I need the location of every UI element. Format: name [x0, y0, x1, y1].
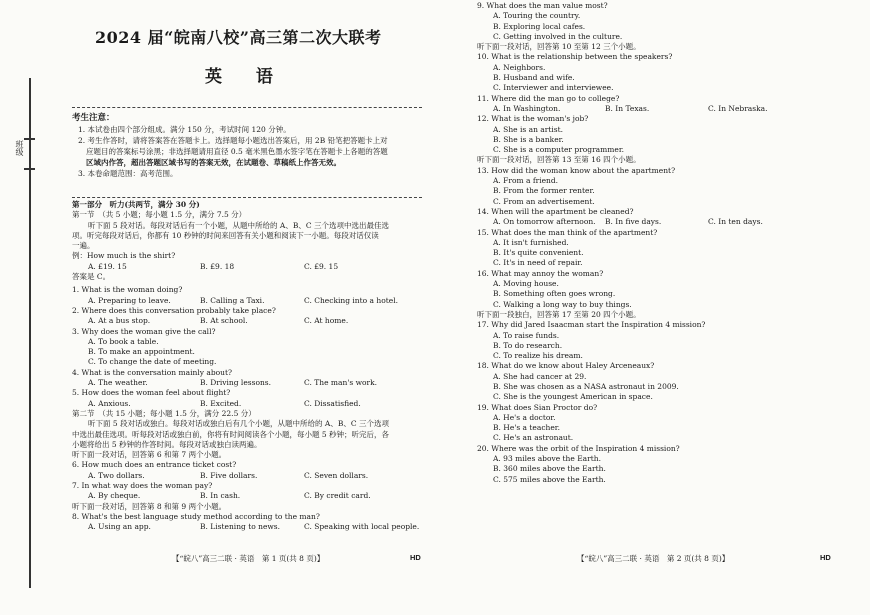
- option: A. Moving house.: [493, 279, 559, 289]
- notice-line: 区域内作答，超出答题区域书写的答案无效，在试题卷、草稿纸上作答无效。: [86, 158, 341, 167]
- question: 8. What's the best language study method according to the man?: [72, 511, 320, 521]
- question: 18. What do we know about Haley Arceneaux?: [477, 361, 655, 371]
- option: A. 93 miles above the Earth.: [493, 454, 601, 464]
- question: 7. In what way does the woman pay?: [72, 481, 213, 491]
- options-row: [72, 491, 424, 501]
- option: B. Excited.: [200, 398, 242, 408]
- notice-block: [72, 112, 424, 179]
- instruction-line: 中选出最佳选项。听每段对话或独白前，你将有时间阅读各个小题，每小题 5 秒钟；听完后，各: [72, 429, 390, 439]
- option: C. In ten days.: [708, 217, 763, 227]
- section-heading: 第一节 （共 5 小题；每小题 1.5 分，满分 7.5 分）: [72, 210, 247, 220]
- option: C. In Nebraska.: [708, 103, 768, 113]
- option: C. At home.: [304, 316, 349, 326]
- option: B. He's a teacher.: [493, 423, 560, 433]
- options-row: [72, 522, 424, 532]
- option: B. Listening to news.: [200, 522, 281, 532]
- option: B. In cash.: [200, 491, 241, 501]
- option: B. Something often goes wrong.: [493, 289, 616, 299]
- option: A. To book a table.: [88, 336, 159, 346]
- option: A. She is an artist.: [493, 124, 564, 134]
- question: 2. Where does this conversation probably take place?: [72, 305, 276, 315]
- option: B. From the former renter.: [493, 186, 595, 196]
- option: C. He's an astronaut.: [493, 433, 574, 443]
- question: 15. What does the man think of the apartment?: [477, 227, 658, 237]
- dialog-instruction: 听下面一段对话，回答第 10 至第 12 三个小题。: [477, 42, 641, 52]
- option: B. Five dollars.: [200, 470, 258, 480]
- option: C. Walking a long way to buy things.: [493, 299, 632, 309]
- option: B. It's quite convenient.: [493, 248, 584, 258]
- question: 19. What does Sian Proctor do?: [477, 402, 598, 412]
- options-row: [72, 399, 424, 409]
- divider: [72, 197, 422, 198]
- question: 13. How did the woman know about the apartment?: [477, 165, 676, 175]
- option: C. Dissatisfied.: [304, 398, 361, 408]
- side-label: 班级: [15, 140, 24, 156]
- dialog-instruction: 听下面一段对话，回答第 13 至第 16 四个小题。: [477, 155, 641, 165]
- notice-heading: 考生注意：: [72, 113, 115, 123]
- question: 4. What is the conversation mainly about?: [72, 367, 233, 377]
- question: 14. When will the apartment be cleaned?: [477, 206, 634, 216]
- options-row: [477, 217, 867, 227]
- option: C. To change the date of meeting.: [88, 357, 217, 367]
- option: B. Driving lessons.: [200, 378, 272, 388]
- instruction-line: 一遍。: [72, 241, 95, 251]
- footer-code: HD: [820, 553, 831, 562]
- options-row: [72, 316, 424, 326]
- option: A. From a friend.: [493, 176, 559, 186]
- option: A. In Washington.: [493, 103, 561, 113]
- option: C. The man's work.: [304, 378, 378, 388]
- question: 20. Where was the orbit of the Inspiration 4 mission?: [477, 443, 680, 453]
- option: A. By cheque.: [88, 491, 141, 501]
- binding-mark: [24, 168, 35, 170]
- question: 11. Where did the man go to college?: [477, 93, 620, 103]
- instruction-line: 小题将给出 5 秒钟的作答时间。每段对话或独白读两遍。: [72, 439, 262, 449]
- question: 10. What is the relationship between the speakers?: [477, 52, 673, 62]
- option: C. From an advertisement.: [493, 196, 595, 206]
- option: C. Checking into a hotel.: [304, 295, 398, 305]
- right-page: [440, 0, 870, 615]
- instruction-line: 听下面 5 段对话。每段对话后有一个小题，从题中所给的 A、B、C 三个选项中选出最佳选: [88, 220, 389, 230]
- dialog-instruction: 听下面一段对话，回答第 6 和第 7 两个小题。: [72, 450, 227, 460]
- option: B. Exploring local cafes.: [493, 21, 586, 31]
- option: A. To raise funds.: [493, 330, 560, 340]
- question: 9. What does the man value most?: [477, 1, 608, 10]
- option: B. 360 miles above the Earth.: [493, 464, 606, 474]
- option: C. Getting involved in the culture.: [493, 31, 623, 41]
- option: C. Seven dollars.: [304, 470, 369, 480]
- options-row: [477, 104, 867, 114]
- example-answer: 答案是 C。: [72, 272, 111, 282]
- option: A. Touring the country.: [493, 11, 581, 21]
- listening-section: [72, 200, 424, 533]
- example-question: 例：How much is the shirt?: [72, 251, 176, 261]
- option: B. At school.: [200, 316, 248, 326]
- option: A. He's a doctor.: [493, 412, 556, 422]
- options-row: [72, 378, 424, 388]
- notice-line: 2. 考生作答时，请将答案答在答题卡上。选择题每小题选出答案后，用 2B 铅笔把答题卡上对: [78, 136, 388, 145]
- binding-line: [29, 78, 31, 588]
- option: A. It isn't furnished.: [493, 237, 569, 247]
- option: B. Calling a Taxi.: [200, 295, 265, 305]
- question: 6. How much does an entrance ticket cost?: [72, 460, 237, 470]
- notice-line: 3. 本卷命题范围：高考范围。: [78, 169, 178, 178]
- option: A. Two dollars.: [88, 470, 145, 480]
- option: A. At a bus stop.: [88, 316, 151, 326]
- section-heading: 第二节 （共 15 小题；每小题 1.5 分，满分 22.5 分）: [72, 408, 256, 418]
- dialog-instruction: 听下面一段独白，回答第 17 至第 20 四个小题。: [477, 309, 641, 319]
- option: B. To do research.: [493, 340, 563, 350]
- part-heading: 第一部分 听力(共两节，满分 30 分): [72, 200, 200, 209]
- notice-line: 应题目的答案标号涂黑；非选择题请用直径 0.5 毫米黑色墨水签字笔在答题卡上各题的答题: [86, 147, 388, 156]
- question: 5. How does the woman feel about flight?: [72, 388, 231, 398]
- option: B. In five days.: [605, 217, 662, 227]
- option: C. She is a computer programmer.: [493, 145, 624, 155]
- option: C. It's in need of repair.: [493, 258, 583, 268]
- question-list: [477, 1, 867, 485]
- option: B. She is a banker.: [493, 134, 564, 144]
- option: C. She is the youngest American in space.: [493, 392, 653, 402]
- option: C. £9. 15: [304, 261, 339, 271]
- option: A. Preparing to leave.: [88, 295, 171, 305]
- option: B. £9. 18: [200, 261, 235, 271]
- option: A. Using an app.: [88, 522, 151, 532]
- divider: [72, 107, 422, 108]
- option: C. Speaking with local people.: [304, 522, 420, 532]
- footer-code: HD: [410, 553, 421, 562]
- option: B. In Texas.: [605, 103, 650, 113]
- options-row: [72, 471, 424, 481]
- exam-title: 2024 届“皖南八校”高三第二次大联考: [95, 28, 382, 47]
- question: 16. What may annoy the woman?: [477, 268, 604, 278]
- options-row: [72, 296, 424, 306]
- option: C. Interviewer and interviewee.: [493, 83, 614, 93]
- instruction-line: 项。听完每段对话后，你都有 10 秒钟的时间来回答有关小题和阅读下一小题。每段对话仅读: [72, 230, 379, 240]
- question: 3. Why does the woman give the call?: [72, 326, 216, 336]
- option: A. The weather.: [88, 378, 148, 388]
- option: C. To realize his dream.: [493, 351, 583, 361]
- page-footer: 【“皖八”高三二联 · 英语 第 1 页(共 8 页)】: [172, 554, 325, 563]
- question: 12. What is the woman's job?: [477, 114, 589, 124]
- option: B. Husband and wife.: [493, 73, 575, 83]
- option: A. Anxious.: [88, 398, 131, 408]
- option: B. To make an appointment.: [88, 347, 195, 357]
- dialog-instruction: 听下面一段对话，回答第 8 和第 9 两个小题。: [72, 501, 227, 511]
- option: A. She had cancer at 29.: [493, 371, 587, 381]
- option: A. £19. 15: [88, 261, 127, 271]
- option: B. She was chosen as a NASA astronaut in 2009.: [493, 381, 679, 391]
- notice-line: 1. 本试卷由四个部分组成。满分 150 分，考试时间 120 分钟。: [78, 125, 291, 134]
- instruction-line: 听下面 5 段对话或独白。每段对话或独白后有几个小题，从题中所给的 A、B、C 三个选项: [88, 419, 389, 429]
- example-options: [72, 262, 424, 272]
- subject-title: 英 语: [205, 67, 287, 87]
- question: 1. What is the woman doing?: [72, 285, 183, 295]
- page-footer: 【“皖八”高三二联 · 英语 第 2 页(共 8 页)】: [577, 554, 730, 563]
- binding-mark: [24, 138, 35, 140]
- question: 17. Why did Jared Isaacman start the Inspiration 4 mission?: [477, 320, 706, 330]
- option: C. By credit card.: [304, 491, 371, 501]
- option: A. On tomorrow afternoon.: [493, 217, 596, 227]
- option: C. 575 miles above the Earth.: [493, 474, 606, 484]
- option: A. Neighbors.: [493, 62, 546, 72]
